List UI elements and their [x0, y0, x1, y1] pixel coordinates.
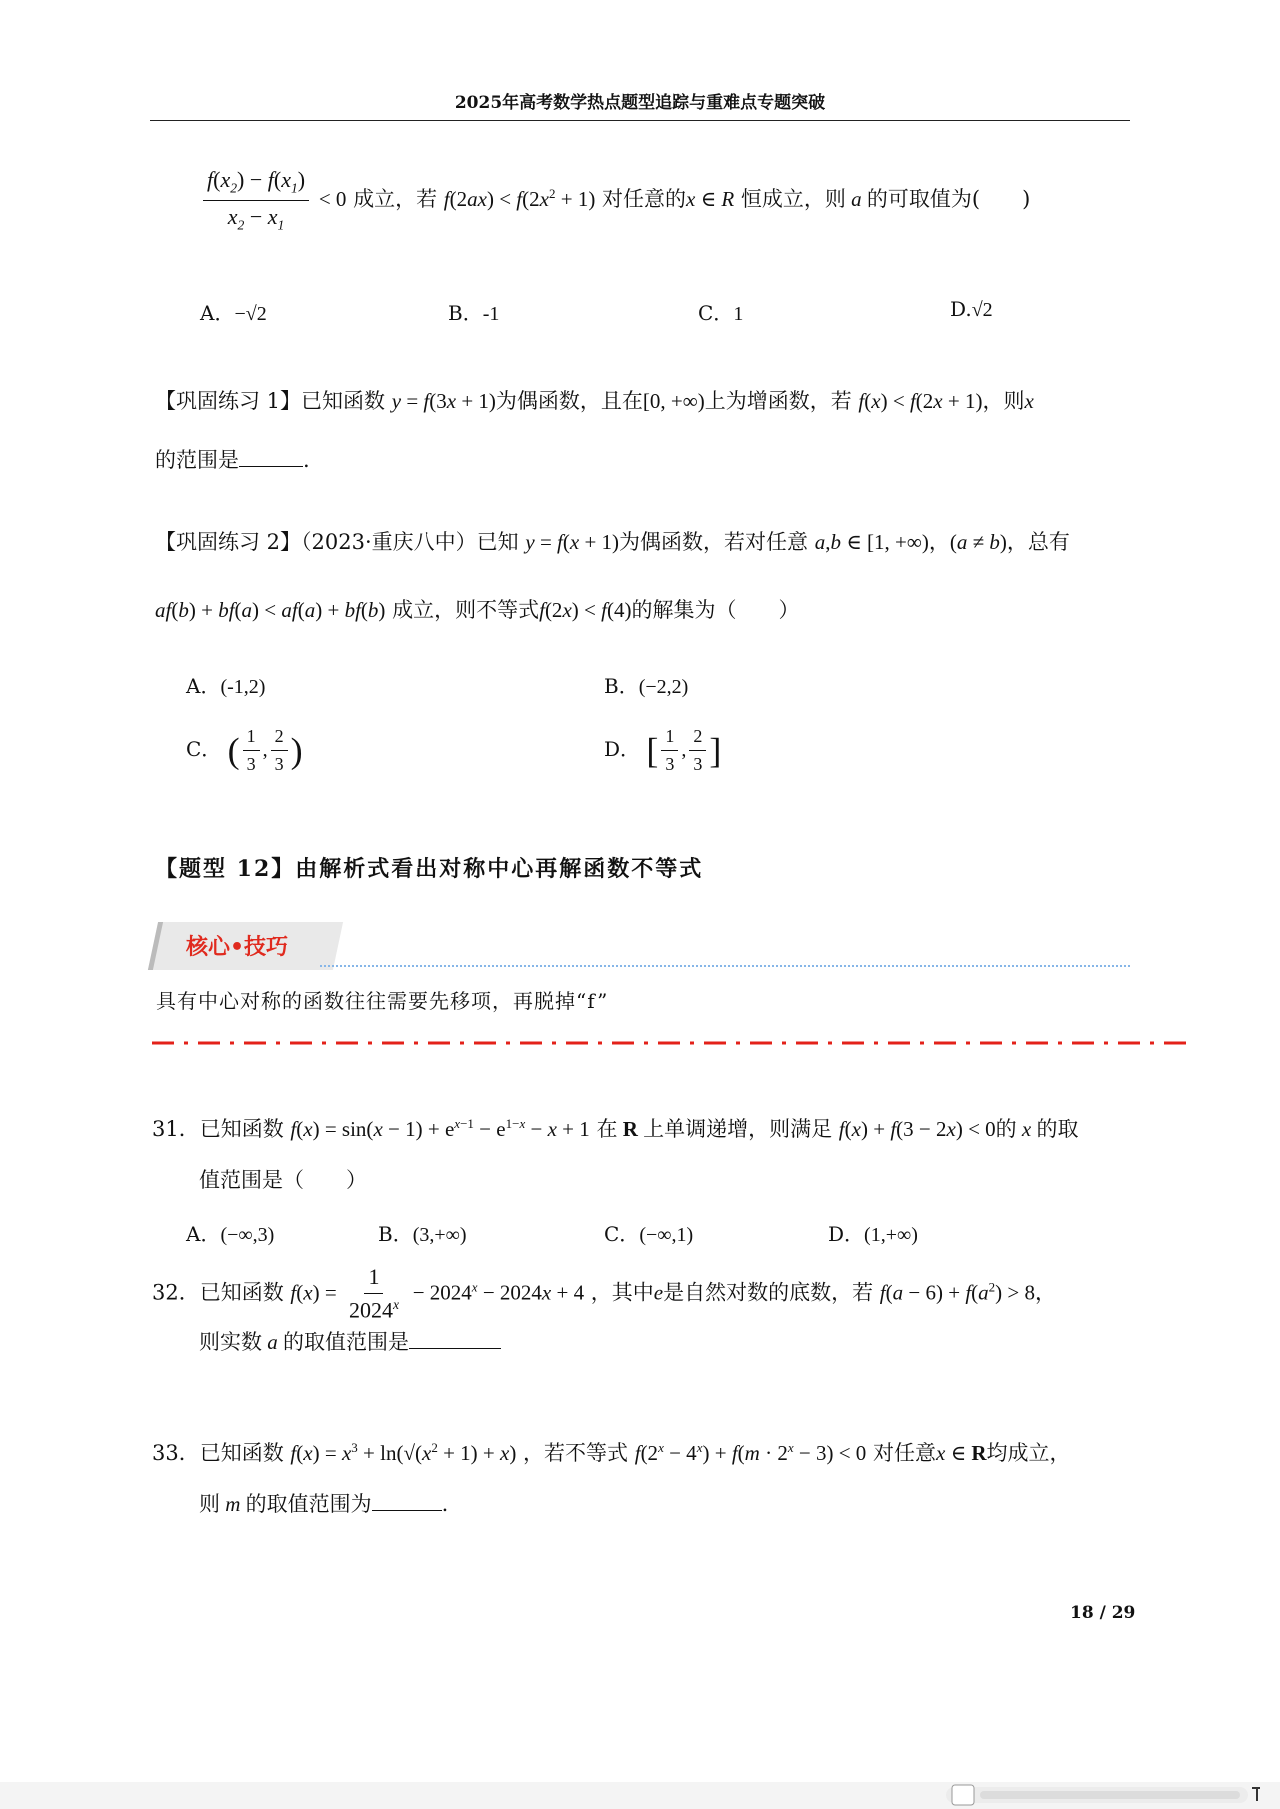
answer-blank	[372, 1510, 442, 1511]
difference-quotient-render: $\frac{f(x_2) - f(x_1)}{x_2 - x_1}$	[203, 167, 309, 234]
answer-blank	[239, 466, 303, 467]
header-divider	[150, 120, 1130, 121]
question-31-line-2: 值范围是（ ）	[199, 1168, 367, 1192]
technique-tip: 具有中心对称的函数往往需要先移项，再脱掉“f”	[156, 989, 609, 1013]
dotted-divider	[320, 965, 1130, 967]
practice-1-line-1: 【巩固练习 1】已知函数 y = f(3x + 1)为偶函数，且在[0, +∞)上为增函数，若 f(x) < f(2x + 1)，则x	[155, 389, 1034, 413]
dash-dot-divider	[152, 1040, 1192, 1046]
practice-2-line-2: af(b) + bf(a) < af(a) + bf(b) 成立，则不等式f(2x) < f(4)的解集为（ ）	[155, 598, 800, 622]
practice-2-option-c: C． ( $\frac{1}{3}$ , $\frac{2}{3}$ )	[186, 726, 303, 774]
question-31-option-a: A．(−∞,3)	[186, 1222, 275, 1246]
practice-2-option-b: B．(−2,2)	[604, 674, 689, 698]
question-31-line-1: 31．已知函数 $f(x) = \sin(x - 1) + e^{x-1} - e^{1-x} - x + 1$ 在 R 上单调递增，则满足 f(x) + f(3 − 2x) < 0的 x 的取	[152, 1116, 1079, 1141]
page-header: 2025年高考数学热点题型追踪与重难点专题突破	[454, 93, 826, 113]
viewer-scroll-control[interactable]	[946, 1783, 1266, 1807]
option-b: B．-1	[448, 301, 500, 325]
prev-question-stem: $\frac{f(x_2) - f(x_1)}{x_2 - x_1}$ < 0 成立，若 $f(2ax) < f(2x^2 + 1)$ 对任意的x ∈ R 恒成立，则 a 的可取值为( )	[200, 167, 1030, 234]
option-a: A．−√2	[200, 301, 267, 325]
question-31-option-d: D．(1,+∞)	[828, 1222, 918, 1246]
question-31-option-b: B．(3,+∞)	[378, 1222, 467, 1246]
technique-badge: 核心•技巧	[186, 935, 289, 960]
practice-1-line-2: 的范围是 .	[155, 448, 310, 472]
option-c: C．1	[698, 301, 744, 325]
question-32-line-1: 32．已知函数 f(x) = $\frac{1}{2024^x}$ − $2024^x - 2024x + 4$ ，其中e是自然对数的底数，若 $f(a - 6) + f(a^2) > 8$，	[152, 1264, 1057, 1323]
question-33-line-1: 33．已知函数 $f(x) = x^3 + \ln(√(x^2 + 1) + x)$ ，若不等式 $f(2^x - 4^x) + f(m \cdot 2^x - 3) < 0$ 对任意x ∈ R均成立，	[152, 1440, 1071, 1465]
practice-2-option-a: A．(-1,2)	[186, 674, 266, 698]
page-number: 18 / 29	[1070, 1603, 1136, 1623]
option-d: D.√2	[950, 297, 993, 321]
section-title: 【题型 12】由解析式看出对称中心再解函数不等式	[155, 856, 704, 882]
question-33-line-2: 则 m 的取值范围为 .	[199, 1492, 449, 1516]
question-32-line-2: 则实数 a 的取值范围是	[199, 1330, 501, 1355]
practice-2-line-1: 【巩固练习 2】（2023·重庆八中）已知 y = f(x + 1)为偶函数，若对任意 a,b ∈ [1, +∞)，(a ≠ b)，总有	[155, 530, 1070, 554]
question-31-option-c: C．(−∞,1)	[604, 1222, 694, 1246]
answer-blank	[409, 1348, 501, 1349]
practice-2-option-d: D． [ $\frac{1}{3}$ , $\frac{2}{3}$ ]	[604, 726, 722, 774]
